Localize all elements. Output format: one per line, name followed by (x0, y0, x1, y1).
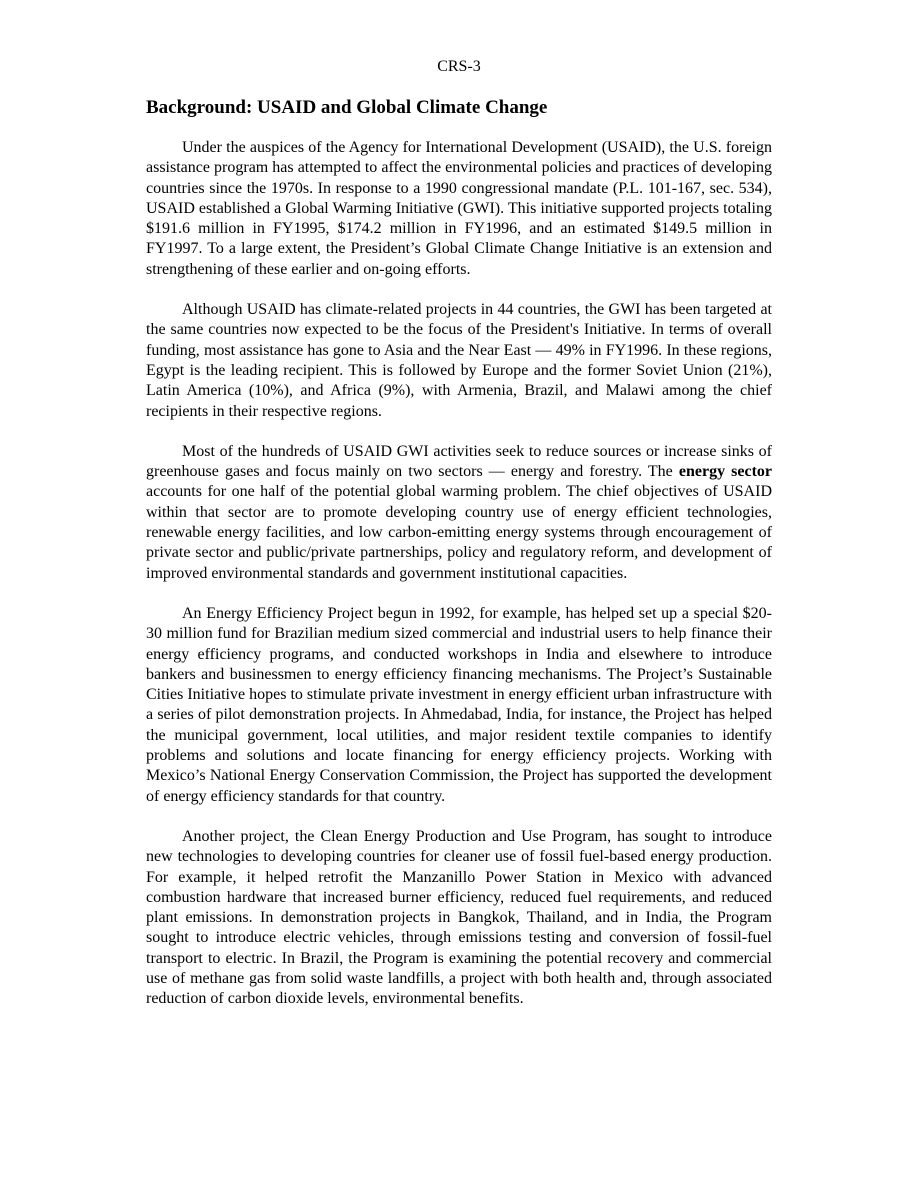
energy-sector-term: energy sector (678, 463, 773, 481)
paragraph-energy-efficiency-project: An Energy Efficiency Project begun in 1992, for example, has helped set up a special $20-30 million fund for Brazilian medium sized commercial and industrial users to help finance their energy efficiency programs, and conducted workshops in India and elsewhere to introduce bankers and businessmen to energy efficiency financing mechanisms. The Project’s Sustainable Cities Initiative hopes to stimulate private investment in energy efficient urban infrastructure with a series of pilot demonstration projects. In Ahmedabad, India, for instance, the Project has helped the municipal government, local utilities, and major resident textile companies to identify problems and solutions and locate financing for energy efficiency projects. Working with Mexico’s National Energy Conservation Commission, the Project has supported the development of energy efficiency standards for that country. (146, 604, 772, 805)
page-number: CRS-3 (437, 58, 481, 75)
paragraph-clean-energy-program: Another project, the Clean Energy Production and Use Program, has sought to introduce new technologies to developing countries for cleaner use of fossil fuel-based energy production. For example, it helped retrofit the Manzanillo Power Station in Mexico with advanced combustion hardware that increased burner efficiency, reduced fuel requirements, and reduced plant emissions. In demonstration projects in Bangkok, Thailand, and in India, the Program sought to introduce electric vehicles, through emissions testing and conversion of fossil-fuel transport to electric. In Brazil, the Program is examining the potential recovery and commercial use of methane gas from solid waste landfills, a project with both health and, through associated reduction of carbon dioxide levels, environmental benefits. (146, 827, 772, 1008)
paragraph-energy-sector-rest: accounts for one half of the potential global warming problem. The chief objectives of USAID within that sector are to promote developing country use of energy efficient technologies, renewable energy facilities, and low carbon-emitting energy systems through encouragement of private sector and public/private partnerships, policy and regulatory reform, and development of improved environmental standards and government institutional capacities. (146, 483, 772, 582)
paragraph-regional-funding: Although USAID has climate-related projects in 44 countries, the GWI has been targeted at the same countries now expected to be the focus of the President's Initiative. In terms of overall funding, most assistance has gone to Asia and the Near East — 49% in FY1996. In these regions, Egypt is the leading recipient. This is followed by Europe and the former Soviet Union (21%), Latin America (10%), and Africa (9%), with Armenia, Brazil, and Malawi among the chief recipients in their respective regions. (146, 301, 772, 420)
paragraph-gwi-history: Under the auspices of the Agency for International Development (USAID), the U.S. foreign assistance program has attempted to affect the environmental policies and practices of developing countries since the 1970s. In response to a 1990 congressional mandate (P.L. 101-167, sec. 534), USAID established a Global Warming Initiative (GWI). This initiative supported projects totaling $191.6 million in FY1995, $174.2 million in FY1996, and an estimated $149.5 million in FY1997. To a large extent, the President’s Global Climate Change Initiative is an extension and strengthening of these earlier and on-going efforts. (146, 139, 772, 278)
paragraph-energy-sector-intro: Most of the hundreds of USAID GWI activities seek to reduce sources or increase sinks of greenhouse gases and focus mainly on two sectors — energy and forestry. The (146, 442, 772, 481)
section-heading: Background: USAID and Global Climate Change (146, 97, 548, 118)
body-text (146, 138, 772, 1010)
paragraph-energy-sector (146, 442, 772, 584)
